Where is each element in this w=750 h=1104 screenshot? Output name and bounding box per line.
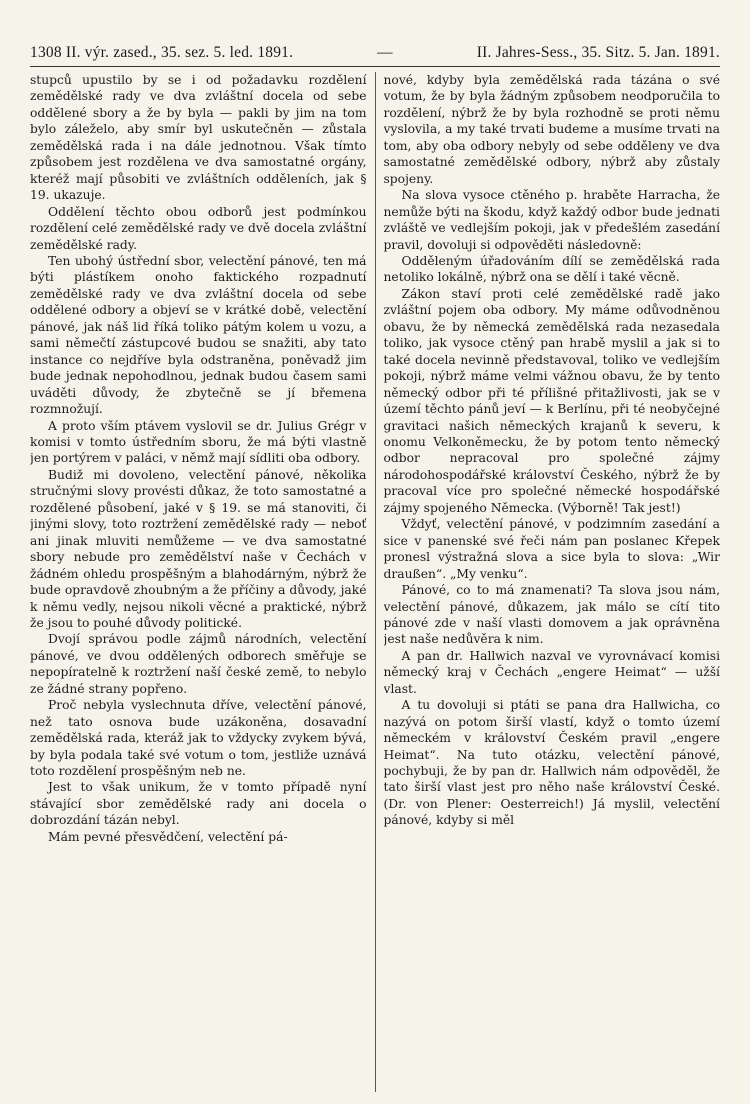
paragraph: Budiž mi dovoleno, velectění pánové, několika stručnými slovy provésti důkaz, že toto samostatné a rozdělené působení, jaké v § 19. se má stanoviti, či jinými slovy, toto roztržení zemědělské rady — neboť ani jinak mluviti nemůžeme — ve dva samostatné sbory nebude pro zemědělství naše v Čechách v žádném ohledu prospěšným a blahodárným, nýbrž že bude opravdově zhoubným a že příčiny a důvody, jaké k němu vedly, nejsou nikoli věcné a praktické, nýbrž že jsou to pouhé důvody politické. [30, 467, 367, 630]
paragraph: Jest to však unikum, že v tomto případě nyní stávající sbor zemědělské rady ani docela o dobrozdání tázán nebyl. [30, 780, 367, 828]
header-german: II. Jahres-Sess., 35. Sitz. 5. Jan. 1891. [476, 44, 720, 61]
page-header [30, 34, 720, 67]
column-divider [375, 72, 376, 1092]
paragraph: Zákon staví proti celé zemědělské radě jako zvláštní pojem oba odbory. My máme odůvodněnou obavu, že by německá zemědělská rada nezasedala toliko, jak vysoce ctěný pan hrabě myslil a jak si to také docela nevinně představoval, toliko ve vedlejším pokoji, nýbrž máme velmi vážnou obavu, že by tento německý odbor při té přílišné přitažlivosti, jak se v území těchto pánů jeví — k Berlínu, při té neobyčejné gravitaci našich německých krajanů k severu, k onomu Velkoněmecku, že by potom tento německý odbor nepracoval pro společné zájmy národohospodářské království Českého, nýbrž že by pracoval více pro společné německé hospodářské zájmy spojeného Německa. (Výborně! Tak jest!) [383, 286, 720, 515]
paragraph: A proto vším ptávem vyslovil se dr. Julius Grégr v komisi v tomto ústředním sboru, že má býti vlastně jen portýrem v paláci, v němž mají sídliti oba odbory. [30, 418, 367, 466]
paragraph: Mám pevné přesvědčení, velectění pá- [48, 829, 288, 844]
paragraph: Proč nebyla vyslechnuta dříve, velectění pánové, než tato osnova bude uzákoněna, dosavadní zemědělská rada, kteráž jak to vždycky zvykem bývá, by byla podala také své votum o tom, jestliže uznává toto rozdělení prospěšným neb ne. [30, 698, 367, 779]
header-dash: — [377, 44, 393, 61]
paragraph: A tu dovoluji si ptáti se pana dra Hallwicha, co nazývá on potom širší vlastí, když o tomto území německém v království Českém pravil „engere Heimat“. Na tuto otázku, velectění pánové, pochybuji, že by pan dr. Hallwich nám odpověděl, že tato širší vlast jest pro něho naše království České. (Dr. von Plener: Oesterreich!) Já myslil, velectění pánové, kdyby si měl [383, 698, 720, 828]
paragraph: A pan dr. Hallwich nazval ve vyrovnávací komisi německý kraj v Čechách „engere Heimat“ — užší vlast. [383, 648, 720, 696]
paragraph: Ten ubohý ústřední sbor, velectění pánové, ten má býti plástíkem onoho faktického rozpadnutí zemědělské rady ve dva zvláštní docela od sebe oddělené odbory a objeví se v krátké době, velectění pánové, jak náš lid říká toliko pátým kolem u vozu, a sami němečtí zástupcové budou se snažiti, aby tato instance co nejdříve byla odstraněna, poněvadž jim bude jednak nepohodlnou, jednak budou časem sami uváděti důvody, že zbytečně se jí břemena rozmnožují. [30, 253, 367, 417]
right-column [384, 72, 721, 1092]
text-columns [30, 72, 720, 1092]
paragraph: Pánové, co to má znamenati? Ta slova jsou nám, velectění pánové, důkazem, jak málo se cítí tito pánové zde v naší vlasti domovem a jak oprávněna jest naše nedůvěra k nim. [383, 583, 720, 647]
paragraph: stupců upustilo by se i od požadavku rozdělení zemědělské rady ve dva zvláštní docela od sebe oddělené sbory a že by byla — pakli by jim na tom bylo záleželo, aby smír byl uskutečněn — zůstala zemědělská rada i na dále jednotnou. Však tímto způsobem jest rozdělena ve dva samostatné orgány, kteréž mají působiti ve zvláštních odděleních, jak § 19. ukazuje. [30, 73, 367, 203]
paragraph: nové, kdyby byla zemědělská rada tázána o své votum, že by byla žádným způsobem neodporučila to rozdělení, nýbrž že by byla rozhodně se proti němu vyslovila, a my také trvati budeme a musíme trvati na tom, aby oba odbory nebyly od sebe odděleny ve dva samostatné zemědělské odbory, nýbrž aby zůstaly spojeny. [383, 73, 720, 186]
paragraph: Dvojí správou podle zájmů národních, velectění pánové, ve dvou oddělených odborech směřuje se nepopíratelně k roztržení naší české země, to nebylo ze žádné strany popřeno. [30, 632, 367, 696]
paragraph: Na slova vysoce ctěného p. hraběte Harracha, že nemůže býti na škodu, když každý odbor bude jednati zvláště ve vedlejším pokoji, jak v předešlém zasedání pravil, dovoluji si odpověděti následovně: [383, 188, 720, 252]
paragraph: Odděleným úřadováním dílí se zemědělská rada netoliko lokálně, nýbrž ona se dělí i také věcně. [383, 253, 720, 285]
paragraph: Oddělení těchto obou odborů jest podmínkou rozdělení celé zemědělské rady ve dvě docela zvláštní zemědělské rady. [30, 204, 367, 252]
header-czech: 1308 II. výr. zased., 35. sez. 5. led. 1891. [30, 44, 294, 61]
left-column [30, 72, 367, 1092]
paragraph: Vždyť, velectění pánové, v podzimním zasedání a sice v panenské své řeči nám pan poslanec Křepek pronesl výstražná slova a sice byla to slova: „Wir draußen“. „My venku“. [383, 517, 720, 581]
